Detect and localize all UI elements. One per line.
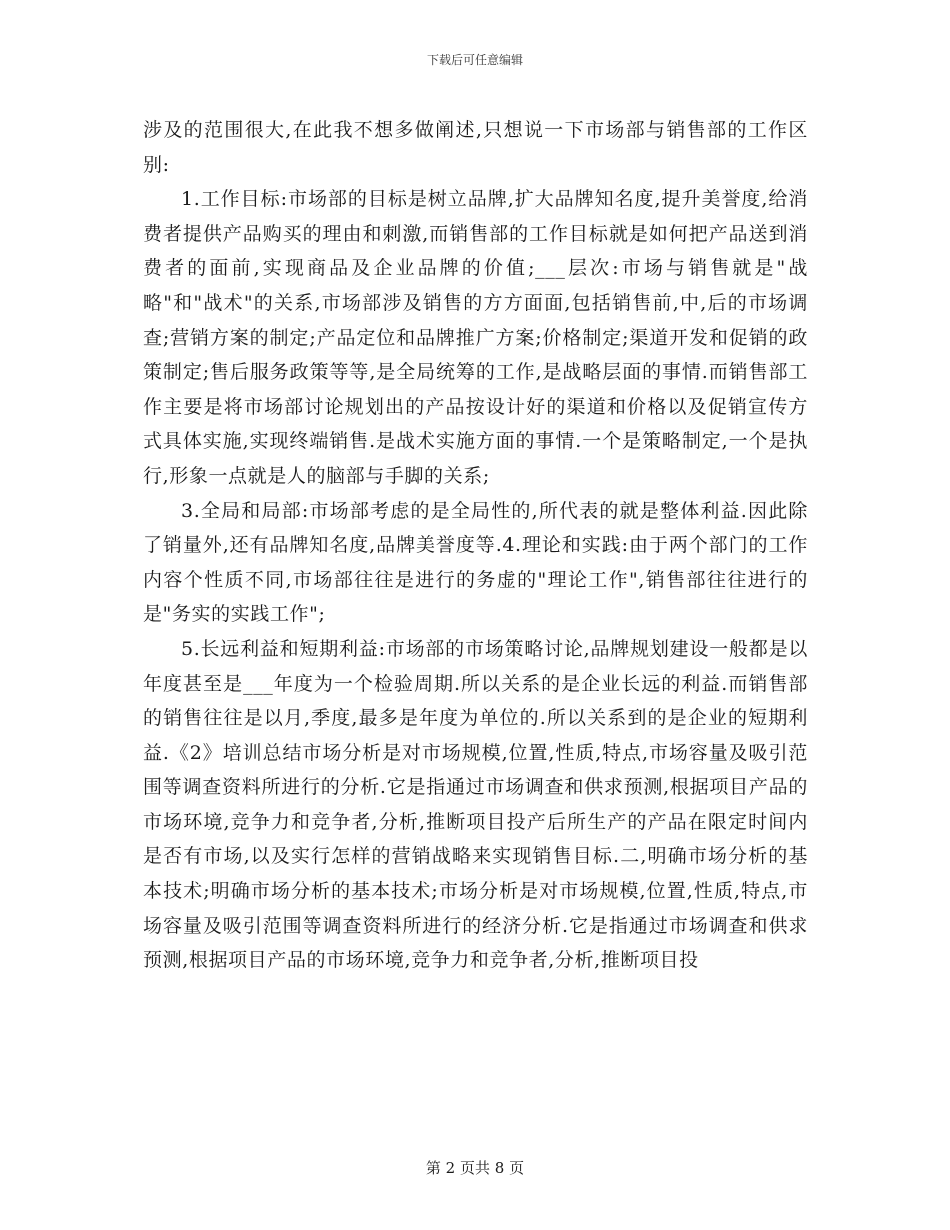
body-paragraph: 5.长远利益和短期利益:市场部的市场策略讨论,品牌规划建设一般都是以年度甚至是___年度为一个检验周期.所以关系的是企业长远的利益.而销售部的销售往往是以月,季度,最多是年度为单位的.所以关系到的是企业的短期利益.《2》培训总结市场分析是对市场规模,位置,性质,特点,市场容量及吸引范围等调查资料所进行的分析.它是指通过市场调查和供求预测,根据项目产品的市场环境,竞争力和竞争者,分析,推断项目投产后所生产的产品在限定时间内是否有市场,以及实行怎样的营销战略来实现销售目标.二,明确市场分析的基本技术;明确市场分析的基本技术;市场分析是对市场规模,位置,性质,特点,市场容量及吸引范围等调查资料所进行的经济分析.它是指通过市场调查和供求预测,根据项目产品的市场环境,竞争力和竞争者,分析,推断项目投 [143, 637, 808, 972]
page-number-footer: 第 2 页共 8 页 [425, 1159, 525, 1177]
body-paragraph: 涉及的范围很大,在此我不想多做阐述,只想说一下市场部与销售部的工作区别: [143, 119, 808, 176]
page-header-note: 下载后可任意编辑 [426, 53, 523, 67]
body-paragraph: 3.全局和局部:市场部考虑的是全局性的,所代表的就是整体利益.因此除了销量外,还有品牌知名度,品牌美誉度等.4.理论和实践:由于两个部门的工作内容个性质不同,市场部往往是进行的务虚的"理论工作",销售部往往进行的是"务实的实践工作"; [143, 499, 808, 626]
document-body [143, 113, 808, 978]
body-paragraph: 1.工作目标:市场部的目标是树立品牌,扩大品牌知名度,提升美誉度,给消费者提供产品购买的理由和刺激,而销售部的工作目标就是如何把产品送到消费者的面前,实现商品及企业品牌的价值;___层次:市场与销售就是"战略"和"战术"的关系,市场部涉及销售的方方面面,包括销售前,中,后的市场调查;营销方案的制定;产品定位和品牌推广方案;价格制定;渠道开发和促销的政策制定;售后服务政策等等,是全局统筹的工作,是战略层面的事情.而销售部工作主要是将市场部讨论规划出的产品按设计好的渠道和价格以及促销宣传方式具体实施,实现终端销售.是战术实施方面的事情.一个是策略制定,一个是执行,形象一点就是人的脑部与手脚的关系; [143, 188, 808, 487]
